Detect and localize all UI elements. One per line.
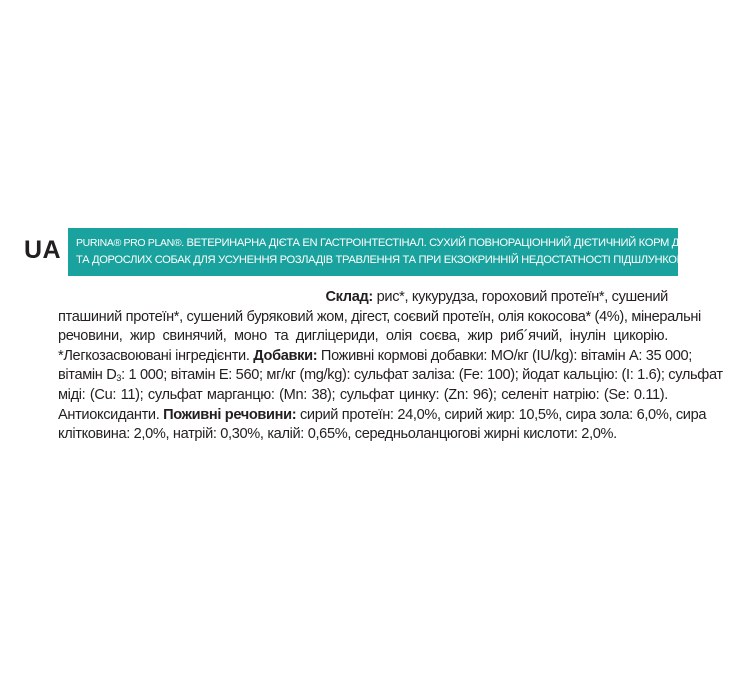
brand-name: PURINA® PRO PLAN®. (76, 237, 184, 249)
composition-label: Склад: (325, 289, 373, 305)
footnote-text: *Легкозасвоювані інгредієнти. (58, 347, 250, 364)
composition-line: речовини, жир свинячий, моно та дигліцериди, олія соєва, жир риб´ячий, інулін цикорію. (58, 328, 668, 345)
product-title-banner (68, 228, 748, 276)
composition-line (58, 406, 707, 426)
vitamin-d-label: вітамін D (58, 367, 117, 384)
nutrients-text: сирий протеїн: 24,0%, сирий жир: 10,5%, сира зола: 6,0%, сира (296, 406, 707, 423)
composition-line: клітковина: 2,0%, натрій: 0,30%, калій: 0,65%, середньоланцюгові жирні кислоти: 2,0%. (58, 426, 617, 443)
antioxidants-text: Антиоксиданти. (58, 406, 160, 423)
language-code: UA (24, 236, 62, 264)
banner-line-1 (76, 235, 748, 252)
banner-line-1-text: ВЕТЕРИНАРНА ДІЄТА EN ГАСТРОІНТЕСТІНАЛ. СУХИЙ ПОВНОРАЦІОННИЙ ДІЄТИЧНИЙ КОРМ ДЛЯ ЦУЦЕНЯТ (183, 237, 748, 249)
composition-line (58, 347, 693, 367)
composition-text (58, 288, 723, 445)
composition-line (58, 366, 723, 386)
composition-line: міді: (Cu: 11); сульфат марганцю: (Mn: 38); сульфат цинку: (Zn: 96); селеніт натрію: (Se: 0.11). (58, 386, 668, 403)
additives-text: Поживні кормові добавки: МО/кг (IU/kg): вітамін А: 35 000; (317, 347, 693, 364)
nutrients-label: Поживні речовини: (163, 406, 297, 423)
composition-line (58, 288, 668, 308)
composition-text-run: рис*, кукурудза, гороховий протеїн*, сушений (372, 289, 668, 305)
banner-line-2: ТА ДОРОСЛИХ СОБАК ДЛЯ УСУНЕННЯ РОЗЛАДІВ ТРАВЛЕННЯ ТА ПРИ ЕКЗОКРИННІЙ НЕДОСТАТНОСТІ ПІДШЛУНКОВОЇ ЗАЛОЗИ. (76, 254, 744, 266)
additives-text: : 1 000; вітамін Е: 560; мг/кг (mg/kg): сульфат заліза: (Fe: 100); йодат кальцію: (I: 1.6); сульфат (121, 367, 723, 384)
composition-line: пташиний протеїн*, сушений буряковий жом, дігест, соєвий протеїн, олія кокосова* (4%), мінеральні (58, 308, 701, 325)
additives-label: Добавки: (253, 347, 318, 364)
vitamin-d-subscript: 3 (116, 373, 122, 384)
